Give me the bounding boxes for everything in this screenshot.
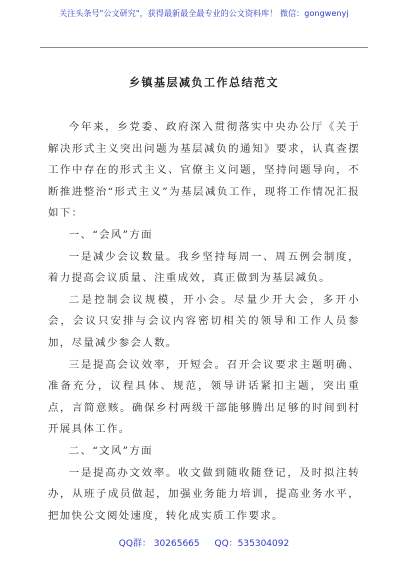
footer-qq-number: QQ：535304092: [214, 539, 290, 549]
header-divider: [40, 47, 368, 48]
footer-qq-group: QQ群： 30265665: [118, 539, 200, 549]
paragraph-intro: 今年来，乡党委、政府深入贯彻落实中央办公厅《关于解决形式主义突出问题为基层减负的通知》要求，认真查摆工作中存在的形式主义、官僚主义问题，坚持问题导向，不断推进整治“形式主义”为基层减负工作，现将工作情况汇报如下：: [48, 121, 360, 220]
paragraph-meeting-scale: 二是控制会议规模，开小会。尽量少开大会，多开小会，会议只安排与会议内容密切相关的领导和工作人员参加，尽量减少参会人数。: [48, 293, 360, 349]
paragraph-meeting-efficiency: 三是提高会议效率，开短会。召开会议要求主题明确、准备充分，议程具体、规范，领导讲话紧扣主题，突出重点，言简意赅。确保乡村两级干部能够腾出足够的时间到村开展具体工作。: [48, 358, 360, 436]
section-heading-writing-style: 二、“文风”方面: [68, 444, 153, 457]
footer-contact: [0, 536, 408, 549]
header-banner: 关注头条号"公文研究"，获得最新最全最专业的公文资料库！ 微信：gongwenyj: [59, 9, 349, 18]
document-title: 乡镇基层减负工作总结范文: [129, 76, 279, 89]
paragraph-meeting-count: 一是减少会议数量。我乡坚持每周一、周五例会制度，着力提高会议质量、注重成效，真正做到为基层减负。: [48, 250, 360, 285]
paragraph-document-efficiency: 一是提高办文效率。收文做到随收随登记，及时拟注转办，从班子成员做起，加强业务能力培训，提高业务水平，把加快公文阅处速度，转化成实质工作要求。: [48, 466, 360, 522]
document-body: [48, 117, 360, 527]
section-heading-meeting-style: 一、“会风”方面: [68, 228, 153, 241]
